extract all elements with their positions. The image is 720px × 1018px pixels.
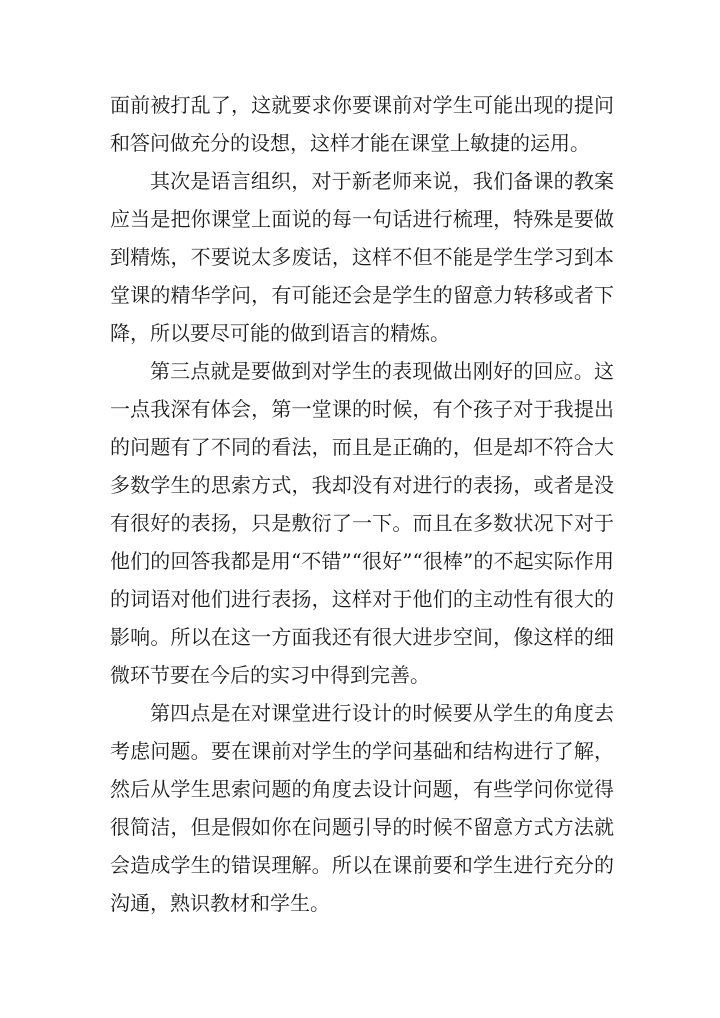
paragraph-student-perspective: 第四点是在对课堂进行设计的时候要从学生的角度去考虑问题。要在课前对学生的学问基础和结构进行了解，然后从学生思索问题的角度去设计问题，有些学问你觉得很简洁，但是假如你在问题引导的时候不留意方式方法就会造成学生的错误理解。所以在课前要和学生进行充分的沟通，熟识教材和学生。 — [110, 701, 614, 915]
paragraph-language-organization: 其次是语言组织，对于新老师来说，我们备课的教案应当是把你课堂上面说的每一句话进行梳理，特殊是要做到精炼，不要说太多废话，这样不但不能是学生学习到本堂课的精华学问，有可能还会是学生的留意力转移或者下降，所以要尽可能的做到语言的精炼。 — [110, 169, 614, 345]
document-body — [110, 86, 614, 922]
paragraph-continuation: 面前被打乱了，这就要求你要课前对学生可能出现的提问和答问做充分的设想，这样才能在课堂上敏捷的运用。 — [110, 93, 614, 155]
paragraph-student-response: 第三点就是要做到对学生的表现做出刚好的回应。这一点我深有体会，第一堂课的时候，有个孩子对于我提出的问题有了不同的看法，而且是正确的，但是却不符合大多数学生的思索方式，我却没有对进行的表扬，或者是没有很好的表扬，只是敷衍了一下。而且在多数状况下对于他们的回答我都是用“不错”“很好”“很棒”的不起实际作用的词语对他们进行表扬，这样对于他们的主动性有很大的影响。所以在这一方面我还有很大进步空间，像这样的细微环节要在今后的实习中得到完善。 — [110, 359, 614, 687]
